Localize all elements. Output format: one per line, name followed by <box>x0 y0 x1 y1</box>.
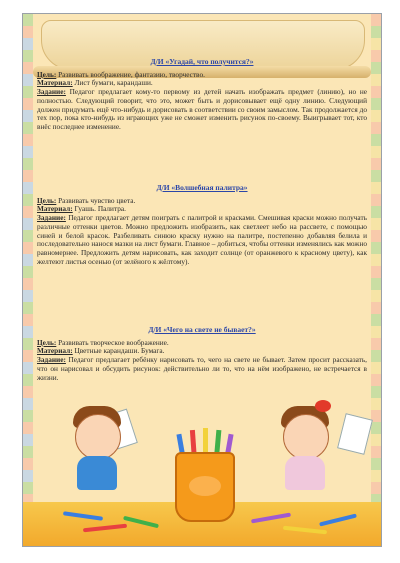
cup-face <box>189 476 221 496</box>
kids-illustration <box>23 394 381 546</box>
goal-label: Цель: <box>37 195 57 205</box>
boy-body <box>77 456 117 490</box>
game-title: Д/И «Чего на свете не бывает?» <box>148 325 256 334</box>
task-label: Задание: <box>37 213 66 223</box>
paper-sheet-right <box>337 413 373 455</box>
material-text: Цветные карандаши. Бумага. <box>72 346 165 356</box>
goal-label: Цель: <box>37 69 57 79</box>
game-section-1 <box>37 58 367 132</box>
material-label: Материал: <box>37 346 73 356</box>
task-line <box>37 88 367 132</box>
task-line <box>37 356 367 382</box>
material-label: Материал: <box>37 204 73 214</box>
goal-text: Развивать творческое воображение. <box>56 337 169 347</box>
girl-bow <box>315 400 331 412</box>
game-title: Д/И «Волшебная палитра» <box>156 183 248 192</box>
pencil-cup <box>175 452 235 522</box>
game-title: Д/И «Угадай, что получится?» <box>150 57 254 66</box>
material-label: Материал: <box>37 78 73 88</box>
task-line <box>37 214 367 266</box>
girl-head <box>283 414 329 460</box>
goal-text: Развивать чувство цвета. <box>56 195 136 205</box>
goal-text: Развивать воображение, фантазию, творчество. <box>56 69 205 79</box>
goal-label: Цель: <box>37 337 57 347</box>
boy-head <box>75 414 121 460</box>
task-text: Педагог предлагает ребёнку нарисовать то, чего на свете не бывает. Затем просит рассказать, что он нарисовал и обсудить рисунок: действительно ли то, что на нём изображено, не встречается в жизни. <box>37 355 367 382</box>
material-text: Гуашь. Палитра. <box>72 204 126 214</box>
document-sheet <box>22 13 382 547</box>
task-text: Педагог предлагает детям поиграть с палитрой и красками. Смешивая краски можно получать различные оттенки цветов. Можно предложить изобразить, как светлеет небо на рассвете, с помощью синей и белой красок. Разбеливать синюю краску нужно на палитре, постепенно добавляя белила и последовательно нанося мазки на лист бумаги. Главное – добиться, чтобы оттенки изменялись как можно равномернее. Предложить детям нарисовать, как заходит солнце (от оранжевого к красному цвету), как желтеют листья осенью (от зелёного к жёлтому). <box>37 213 367 266</box>
task-label: Задание: <box>37 87 66 97</box>
girl-body <box>285 456 325 490</box>
task-text: Педагог предлагает кому-то первому из детей начать изображать предмет (линию), но не полностью. Следующий говорит, что это, может быть и дорисовывает ещё одну линию. Следующий должен придумать ещё что-нибудь и дорисовать в соответствии со своим замыслом. Так продолжается до тех пор, пока кто-нибудь из играющих уже не сможет изменить рисунок по-своему. Выигрывает тот, кто внёс последнее изменение. <box>37 87 367 131</box>
task-label: Задание: <box>37 355 66 365</box>
game-section-3 <box>37 326 367 382</box>
material-text: Лист бумаги, карандаши. <box>72 78 153 88</box>
game-section-2 <box>37 184 367 266</box>
